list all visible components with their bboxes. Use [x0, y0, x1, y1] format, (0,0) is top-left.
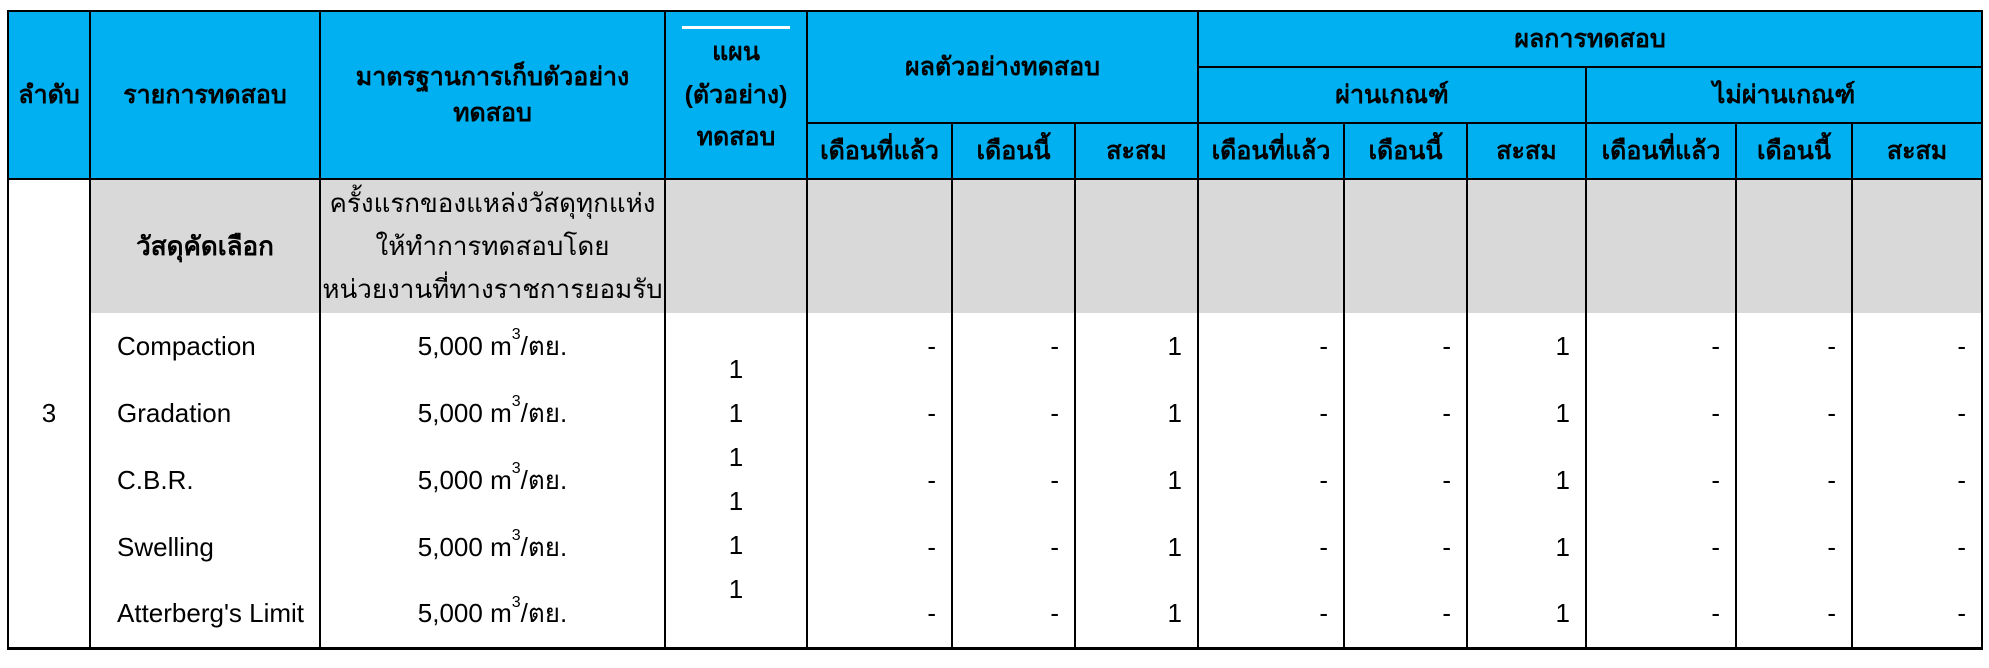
pass-this-month-value: -: [1344, 581, 1467, 648]
test-name: Atterberg's Limit: [90, 581, 320, 648]
plan-value: 1: [728, 486, 744, 516]
pass-this-month-value: -: [1344, 514, 1467, 581]
band-empty: [952, 179, 1075, 313]
sample-last-month-value: -: [807, 581, 952, 648]
pass-last-month-value: -: [1198, 581, 1344, 648]
sample-cumulative-value: 1: [1075, 380, 1198, 447]
standard-unit: /ตย.: [520, 532, 568, 562]
standard-base: 5,000 m: [417, 465, 512, 495]
pass-cumulative-value: 1: [1467, 313, 1586, 380]
material-group-row: [8, 179, 1982, 313]
sample-this-month-value: -: [952, 581, 1075, 648]
note-line-2: ให้ทำการทดสอบโดย: [375, 231, 610, 261]
subheader-sample-cumulative: สะสม: [1075, 123, 1198, 179]
sample-last-month-value: -: [807, 514, 952, 581]
plan-value: 1: [728, 354, 744, 384]
standard-unit: /ตย.: [520, 598, 568, 629]
pass-cumulative-value: 1: [1467, 380, 1586, 447]
material-group-note: [320, 179, 665, 313]
subheader-sample-this-month: เดือนนี้: [952, 123, 1075, 179]
test-name: Compaction: [90, 313, 320, 380]
col-header-test-item: รายการทดสอบ: [90, 11, 320, 179]
plan-value: 1: [728, 574, 744, 604]
sample-this-month-value: -: [952, 313, 1075, 380]
row-number: 3: [8, 179, 90, 648]
standard-unit: /ตย.: [520, 465, 568, 495]
plan-line-2: (ตัวอย่าง): [684, 80, 788, 109]
sample-this-month-value: -: [952, 380, 1075, 447]
pass-this-month-value: -: [1344, 380, 1467, 447]
sample-this-month-value: -: [952, 447, 1075, 514]
pass-last-month-value: -: [1198, 447, 1344, 514]
test-name: C.B.R.: [90, 447, 320, 514]
subheader-pass-last-month: เดือนที่แล้ว: [1198, 123, 1344, 179]
fail-last-month-value: -: [1586, 514, 1736, 581]
pass-this-month-value: -: [1344, 313, 1467, 380]
standard-unit: /ตย.: [520, 331, 568, 361]
standard-unit: /ตย.: [520, 398, 568, 428]
sampling-standard-value: [320, 380, 665, 447]
group-header-sample-results: ผลตัวอย่างทดสอบ: [807, 11, 1198, 123]
sample-last-month-value: -: [807, 380, 952, 447]
standard-base: 5,000 m: [417, 398, 512, 428]
fail-cumulative-value: -: [1852, 313, 1982, 380]
pass-last-month-value: -: [1198, 313, 1344, 380]
pass-last-month-value: -: [1198, 514, 1344, 581]
band-empty-plan: [665, 179, 807, 313]
pass-cumulative-value: 1: [1467, 447, 1586, 514]
test-row: [8, 313, 1982, 380]
test-row: [8, 380, 1982, 447]
fail-cumulative-value: -: [1852, 380, 1982, 447]
sample-cumulative-value: 1: [1075, 514, 1198, 581]
test-row: [8, 581, 1982, 648]
plan-values-cell: [665, 313, 807, 648]
band-empty: [1852, 179, 1982, 313]
band-empty: [1586, 179, 1736, 313]
subheader-fail-last-month: เดือนที่แล้ว: [1586, 123, 1736, 179]
fail-this-month-value: -: [1736, 380, 1852, 447]
fail-cumulative-value: -: [1852, 447, 1982, 514]
fail-this-month-value: -: [1736, 447, 1852, 514]
col-header-sampling-standard: มาตรฐานการเก็บตัวอย่างทดสอบ: [320, 11, 665, 179]
plan-value: 1: [728, 442, 744, 472]
group-header-fail: ไม่ผ่านเกณฑ์: [1586, 67, 1982, 123]
pass-cumulative-value: 1: [1467, 514, 1586, 581]
subheader-fail-cumulative: สะสม: [1852, 123, 1982, 179]
standard-superscript: 3: [511, 593, 521, 611]
col-header-plan: [665, 11, 807, 179]
plan-separator-line: [682, 26, 790, 29]
standard-base: 5,000 m: [417, 532, 512, 562]
sample-last-month-value: -: [807, 447, 952, 514]
subheader-sample-last-month: เดือนที่แล้ว: [807, 123, 952, 179]
band-empty: [1467, 179, 1586, 313]
pass-last-month-value: -: [1198, 380, 1344, 447]
test-name: Swelling: [90, 514, 320, 581]
plan-value: 1: [728, 398, 744, 428]
band-empty: [1075, 179, 1198, 313]
fail-this-month-value: -: [1736, 581, 1852, 648]
fail-this-month-value: -: [1736, 514, 1852, 581]
fail-last-month-value: -: [1586, 313, 1736, 380]
band-empty: [1198, 179, 1344, 313]
standard-superscript: 3: [511, 527, 521, 545]
pass-this-month-value: -: [1344, 447, 1467, 514]
sampling-standard-value: [320, 514, 665, 581]
col-header-no: ลำดับ: [8, 11, 90, 179]
test-name: Gradation: [90, 380, 320, 447]
plan-values-stack: [666, 313, 806, 611]
standard-superscript: 3: [511, 460, 521, 478]
subheader-pass-cumulative: สะสม: [1467, 123, 1586, 179]
plan-line-3: ทดสอบ: [696, 123, 776, 152]
subheader-fail-this-month: เดือนนี้: [1736, 123, 1852, 179]
test-row: [8, 447, 1982, 514]
sample-last-month-value: -: [807, 313, 952, 380]
note-line-1: ครั้งแรกของแหล่งวัสดุทุกแห่ง: [329, 188, 656, 218]
sampling-standard-value: [320, 313, 665, 380]
group-header-pass: ผ่านเกณฑ์: [1198, 67, 1586, 123]
test-row: [8, 514, 1982, 581]
plan-line-1: แผน: [712, 38, 760, 67]
subheader-pass-this-month: เดือนนี้: [1344, 123, 1467, 179]
sampling-standard-value: [320, 581, 665, 648]
group-header-test-results: ผลการทดสอบ: [1198, 11, 1982, 67]
sample-cumulative-value: 1: [1075, 447, 1198, 514]
fail-last-month-value: -: [1586, 380, 1736, 447]
qc-test-report: [0, 10, 1989, 668]
sample-this-month-value: -: [952, 514, 1075, 581]
standard-superscript: 3: [511, 326, 521, 344]
sampling-standard-value: [320, 447, 665, 514]
standard-superscript: 3: [511, 393, 521, 411]
band-empty: [807, 179, 952, 313]
qc-test-table: [7, 10, 1983, 650]
fail-last-month-value: -: [1586, 581, 1736, 648]
fail-cumulative-value: -: [1852, 514, 1982, 581]
band-empty: [1344, 179, 1467, 313]
note-line-3: หน่วยงานที่ทางราชการยอมรับ: [322, 274, 663, 304]
sample-cumulative-value: 1: [1075, 581, 1198, 648]
fail-last-month-value: -: [1586, 447, 1736, 514]
standard-base: 5,000 m: [417, 598, 512, 629]
plan-value: 1: [728, 530, 744, 560]
material-group-name: วัสดุคัดเลือก: [90, 179, 320, 313]
pass-cumulative-value: 1: [1467, 581, 1586, 648]
standard-base: 5,000 m: [417, 331, 512, 361]
sample-cumulative-value: 1: [1075, 313, 1198, 380]
fail-cumulative-value: -: [1852, 581, 1982, 648]
fail-this-month-value: -: [1736, 313, 1852, 380]
band-empty: [1736, 179, 1852, 313]
